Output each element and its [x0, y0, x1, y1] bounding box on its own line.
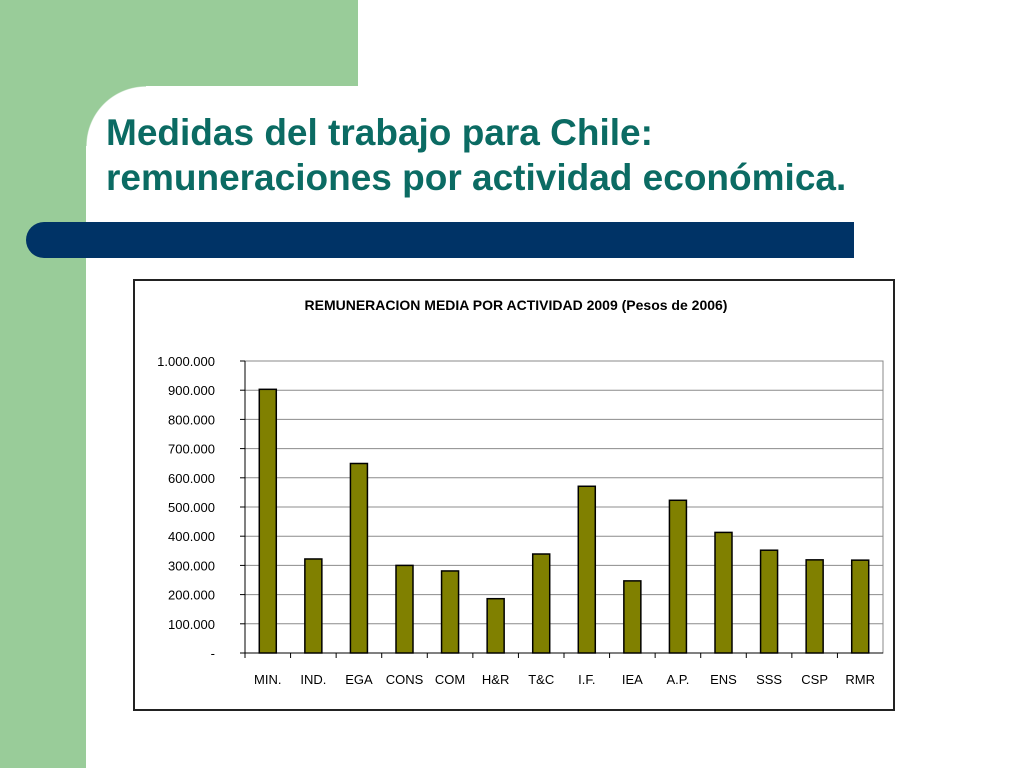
title-rule-bar	[26, 222, 854, 258]
bar-ens	[715, 532, 732, 653]
x-tick-label: IEA	[621, 672, 643, 687]
y-tick-label: 900.000	[168, 383, 215, 399]
y-tick-label: 400.000	[168, 529, 215, 545]
bar-hr	[487, 599, 504, 653]
bar-com	[442, 571, 459, 653]
y-tick-label: 100.000	[168, 616, 215, 632]
bar-sss	[761, 550, 778, 653]
y-tick-label: -	[210, 646, 215, 661]
y-tick-label: 800.000	[168, 412, 215, 428]
x-tick-label: A.P.	[666, 672, 690, 687]
x-tick-label: MIN.	[254, 672, 282, 687]
side-band	[0, 0, 86, 768]
bar-if	[578, 486, 595, 653]
slide-title-line-1: Medidas del trabajo para Chile:	[106, 112, 653, 153]
y-tick-label: 600.000	[168, 470, 215, 486]
bar-iea	[624, 581, 641, 653]
bar-csp	[806, 560, 823, 653]
bar-min	[259, 389, 276, 653]
bar-layer	[259, 389, 868, 653]
slide-title	[106, 110, 986, 200]
top-band	[86, 0, 358, 86]
bar-tc	[533, 554, 550, 653]
bar-ind	[305, 559, 322, 653]
slide-title-line-2: remuneraciones por actividad económica.	[106, 157, 847, 198]
bar-ega	[350, 463, 367, 653]
y-tick-label: 300.000	[168, 558, 215, 574]
x-tick-label: T&C	[528, 672, 555, 687]
x-tick-label: ENS	[710, 672, 737, 687]
grid-layer	[245, 361, 883, 624]
x-tick-label: COM	[434, 672, 466, 687]
y-tick-label: 1.000.000	[157, 354, 215, 369]
bar-ap	[669, 500, 686, 653]
x-tick-label: CSP	[801, 672, 829, 687]
x-tick-label: I.F.	[578, 672, 596, 687]
x-tick-label: CONS	[385, 672, 424, 687]
x-tick-label: IND.	[300, 672, 327, 687]
chart-title: REMUNERACION MEDIA POR ACTIVIDAD 2009 (Pesos de 2006)	[304, 297, 728, 313]
y-tick-label: 500.000	[168, 500, 215, 515]
axis-layer	[240, 361, 883, 658]
bar-rmr	[852, 560, 869, 653]
bar-chart	[135, 281, 893, 709]
x-tick-label: H&R	[481, 672, 510, 687]
y-tick-label: 700.000	[168, 441, 215, 457]
x-tick-label: RMR	[845, 672, 876, 687]
chart-frame	[133, 279, 895, 711]
x-tick-label: SSS	[756, 672, 783, 687]
bar-cons	[396, 565, 413, 653]
y-tick-label: 200.000	[168, 587, 215, 603]
x-tick-label: EGA	[345, 672, 373, 687]
